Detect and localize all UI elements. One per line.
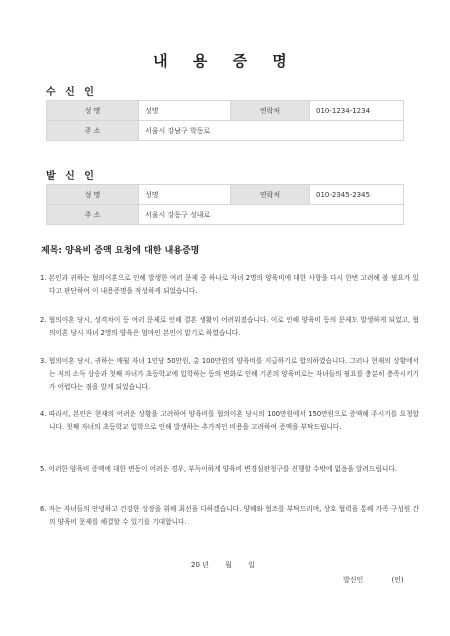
- recipient-table: [46, 100, 404, 141]
- document-subject: 제목: 양육비 증액 요청에 대한 내용증명: [41, 246, 200, 256]
- paragraph-1: 1. 본인과 귀하는 협의이혼으로 인해 발생한 여러 문제 중 하나로 자녀 2명의 양육비에 대한 사항을 다시 한번 고려해 볼 필요가 있다고 판단하여 이 내용증명을 작성하게 되었습니다.: [40, 274, 419, 295]
- recipient-phone-header: 연락처: [231, 101, 310, 121]
- recipient-address-row: [47, 121, 404, 141]
- sender-phone-header: 연락처: [231, 185, 310, 205]
- paragraph-2: 2. 협의이혼 당시, 성격차이 등 여러 문제로 인해 결혼 생활이 어려워졌습니다. 이로 인해 양육비 등의 문제도 발생하게 되었고, 협의이혼 당시 자녀 2명의 양육은 엄마인 본인이 맡기로 하였습니다.: [40, 316, 419, 337]
- signer-seal: (인): [391, 576, 404, 584]
- recipient-address-header: 주 소: [47, 121, 139, 141]
- recipient-phone: 010-1234-1234: [310, 101, 404, 121]
- sender-address-header: 주 소: [47, 205, 139, 225]
- recipient-address: 서울시 강남구 학동로: [139, 121, 404, 141]
- sender-name-row: [47, 185, 404, 205]
- paragraph-3: 3. 협의이혼 당시, 귀하는 매월 자녀 1인당 50만원, 총 100만원의 양육비를 지급하기로 합의하였습니다. 그러나 현재의 상황에서는 저의 소득 상승과 첫째 자녀가 초등학교에 입학하는 등의 변화로 인해 기존의 양육비로는 자녀들의 필요를 충분히 충족시키기가 어렵다는 점을 알게 되었습니다.: [40, 357, 419, 391]
- recipient-name: 성명: [139, 101, 231, 121]
- paragraph-5: 5. 이러한 양육비 증액에 대한 변동이 어려운 경우, 부득이하게 양육비 변경심판청구를 진행할 수밖에 없음을 알려드립니다.: [40, 465, 397, 473]
- document-date: [191, 560, 269, 570]
- date-year: 20 년: [191, 561, 209, 569]
- sender-address-row: [47, 205, 404, 225]
- sender-table: [46, 184, 404, 225]
- paragraph-6: 6. 저는 자녀들의 안녕하고 건강한 성장을 위해 최선을 다하겠습니다. 양해와 협조를 부탁드리며, 상호 협력을 통해 가족 구성원 간의 양육비 문제를 해결할 수 있기를 기대합니다.: [40, 505, 419, 526]
- sender-label: 발 신 인: [46, 171, 97, 182]
- sender-phone: 010-2345-2345: [310, 185, 404, 205]
- date-month: 월: [225, 561, 232, 569]
- date-day: 일: [248, 561, 255, 569]
- recipient-name-header: 성 명: [47, 101, 139, 121]
- sender-name-header: 성 명: [47, 185, 139, 205]
- signer-label: 발신인: [343, 576, 364, 584]
- sender-name: 성명: [139, 185, 231, 205]
- sender-address: 서울시 강동구 성내로: [139, 205, 404, 225]
- signer-line: [343, 575, 404, 585]
- recipient-name-row: [47, 101, 404, 121]
- recipient-label: 수 신 인: [46, 87, 97, 98]
- paragraph-4: 4. 따라서, 본인은 현재의 어려운 상황을 고려하여 양육비를 협의이혼 당시의 100만원에서 150만원으로 증액해 주시기를 요청합니다. 첫째 자녀의 초등학교 입학으로 인해 발생하는 추가적인 비용을 고려하여 증액을 부탁드립니다.: [40, 410, 419, 431]
- document-title: 내 용 증 명: [153, 52, 297, 70]
